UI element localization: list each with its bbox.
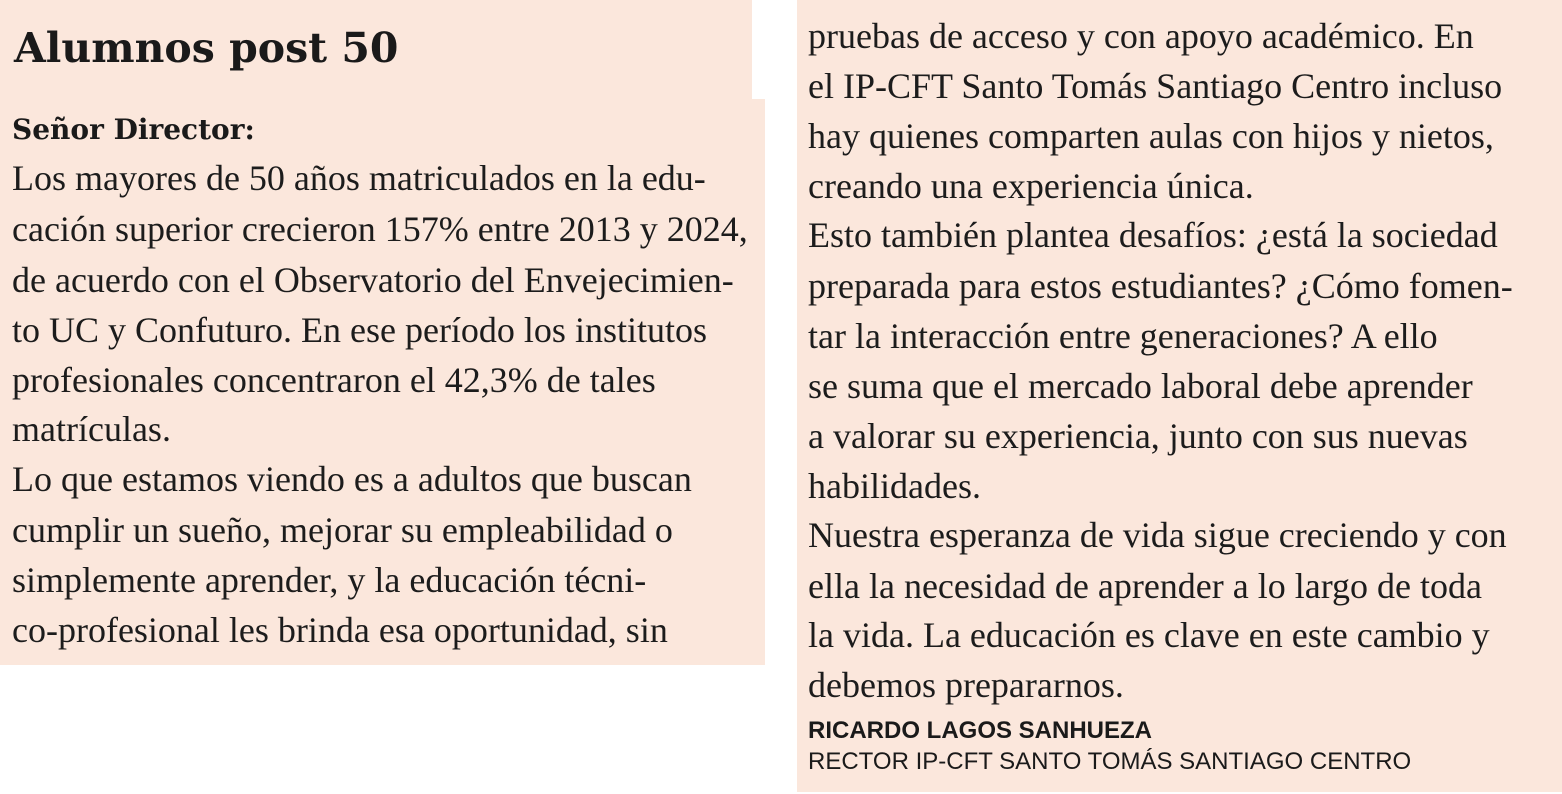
text-line: Lo que estamos viendo es a adultos que buscan <box>12 459 692 499</box>
letter-headline: Alumnos post 50 <box>14 24 399 72</box>
text-line: habilidades. <box>808 466 981 506</box>
text-line: Esto también plantea desafíos: ¿está la sociedad <box>808 215 1498 255</box>
text-line: de acuerdo con el Observatorio del Envejecimien- <box>12 260 734 300</box>
text-line: pruebas de acceso y con apoyo académico. En <box>808 16 1474 56</box>
text-line: a valorar su experiencia, junto con sus nuevas <box>808 416 1468 456</box>
text-line: el IP-CFT Santo Tomás Santiago Centro incluso <box>808 66 1503 106</box>
text-line: se suma que el mercado laboral debe aprender <box>808 366 1473 406</box>
letter-salutation: Señor Director: <box>12 113 255 146</box>
text-line: cumplir un sueño, mejorar su empleabilidad o <box>12 510 673 550</box>
text-line: la vida. La educación es clave en este cambio y <box>808 615 1490 655</box>
text-line: matrículas. <box>12 409 171 449</box>
text-line: debemos prepararnos. <box>808 665 1124 705</box>
text-line: profesionales concentraron el 42,3% de tales <box>12 360 656 400</box>
signature-title: RECTOR IP-CFT SANTO TOMÁS SANTIAGO CENTRO <box>808 748 1412 775</box>
text-line: co-profesional les brinda esa oportunidad, sin <box>12 610 668 650</box>
text-line: ella la necesidad de aprender a lo largo de toda <box>808 566 1483 606</box>
text-line: tar la interacción entre generaciones? A ello <box>808 316 1438 356</box>
text-line: Nuestra esperanza de vida sigue creciendo y con <box>808 515 1507 555</box>
text-line: to UC y Confuturo. En ese período los institutos <box>12 310 707 350</box>
text-line: cación superior crecieron 157% entre 2013 y 2024, <box>12 209 748 249</box>
text-line: creando una experiencia única. <box>808 166 1254 206</box>
signature-name: RICARDO LAGOS SANHUEZA <box>808 717 1153 744</box>
text-line: simplemente aprender, y la educación técni- <box>12 560 647 600</box>
text-line: preparada para estos estudiantes? ¿Cómo fomen- <box>808 266 1513 306</box>
text-line: Los mayores de 50 años matriculados en la edu- <box>12 158 706 198</box>
text-line: hay quienes comparten aulas con hijos y nietos, <box>808 116 1494 156</box>
